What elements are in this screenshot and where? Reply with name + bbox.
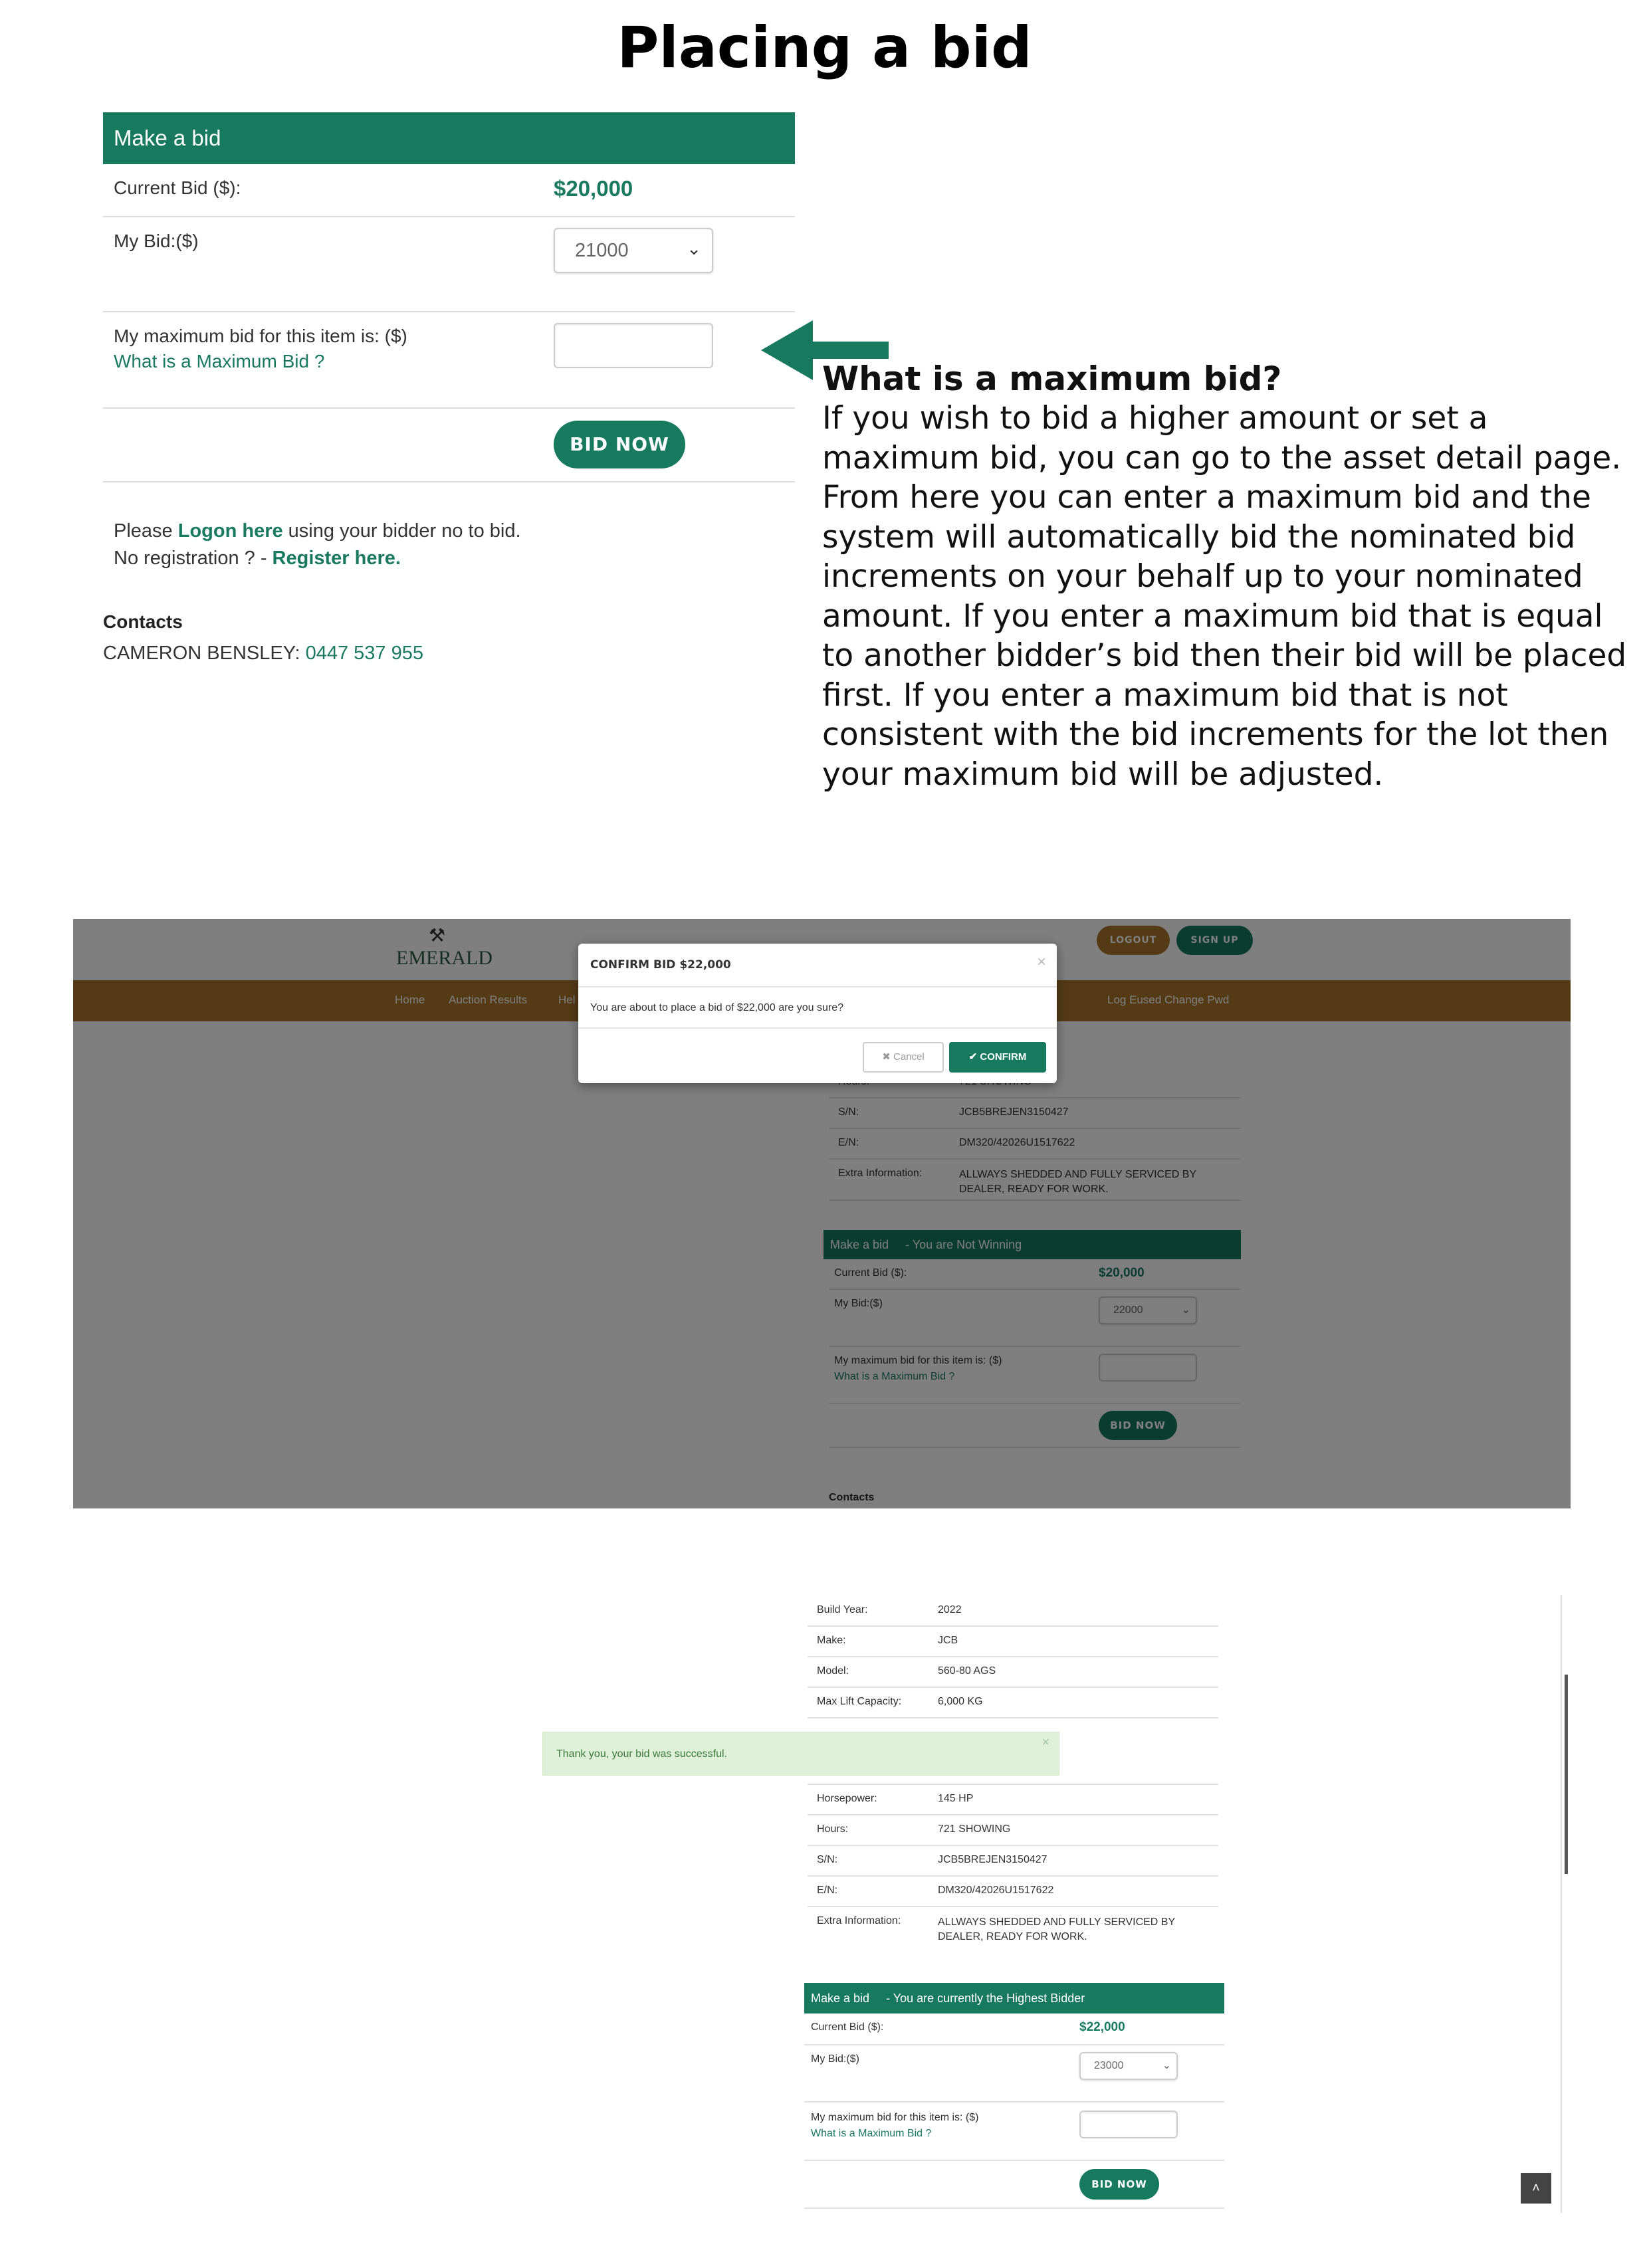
register-link[interactable]: Register here. [272,548,401,569]
max-bid-input[interactable] [554,323,713,368]
my-bid-label: My Bid:($) [811,2053,859,2065]
my-bid-select-value: 23000 [1094,2060,1124,2071]
detail-key: Make: [817,1635,846,1646]
logon-text [114,518,778,572]
cancel-label: Cancel [893,1051,925,1063]
bid-now-row [103,409,795,482]
scrollbar-thumb[interactable] [1565,1675,1568,1874]
my-bid-label: My Bid:($) [114,231,199,251]
bid-panel-title: Make a bid [811,1992,870,2005]
max-bid-help-link[interactable]: What is a Maximum Bid ? [114,351,325,371]
detail-row [808,1688,1218,1718]
close-icon[interactable]: × [1036,953,1046,971]
detail-value: 145 HP [938,1793,974,1804]
my-bid-select[interactable] [554,228,713,273]
scrollbar-track[interactable] [1561,1595,1562,2213]
modal-body: You are about to place a bid of $22,000 are you sure? [590,1002,844,1013]
detail-value: 560-80 AGS [938,1665,996,1677]
max-bid-help-link[interactable]: What is a Maximum Bid ? [811,2128,932,2139]
page-title: Placing a bid [617,15,1032,81]
detail-key: Extra Information: [817,1915,901,1926]
detail-value: 6,000 KG [938,1696,983,1707]
explanation-body: If you wish to bid a higher amount or set a maximum bid, you can go to the asset detail page. From here you can enter a maximum bid and the system will automatically bid the nominated bid increments on your behalf up to your nominated amount. If you enter a maximum bid that is equal to another bidder’s bid then their bid will be placed first. If you enter a maximum bid that is not consistent with the bid increments for the lot then your maximum bid will be adjusted. [822,400,1627,793]
bid-panel-header [804,1983,1224,2013]
max-bid-explanation [822,359,1633,794]
detail-row [808,1907,1218,1947]
contact-name: CAMERON BENSLEY: [103,643,306,664]
make-bid-panel [103,112,795,664]
confirm-bid-modal [578,944,1057,1083]
current-bid-label: Current Bid ($): [114,177,241,198]
bid-now-button[interactable]: BID NOW [554,421,685,468]
max-bid-label: My maximum bid for this item is: ($) [114,326,407,346]
success-alert-text: Thank you, your bid was successful. [556,1748,728,1760]
max-bid-row [804,2103,1224,2161]
detail-row [808,1846,1218,1877]
make-bid-header: Make a bid [103,112,795,164]
detail-value: JCB [938,1635,958,1646]
current-bid-label: Current Bid ($): [811,2021,884,2033]
check-icon: ✔ [968,1051,980,1063]
my-bid-select-value: 21000 [575,240,629,261]
contact-line [103,643,423,665]
my-bid-select[interactable] [1079,2052,1178,2080]
explanation-heading: What is a maximum bid? [822,360,1282,398]
confirm-label: CONFIRM [980,1051,1027,1063]
modal-footer-divider [578,1027,1057,1029]
my-bid-row [103,217,795,312]
detail-value: 721 SHOWING [938,1823,1011,1835]
detail-key: Model: [817,1665,849,1677]
detail-key: Max Lift Capacity: [817,1696,902,1707]
logon-prefix: Please [114,520,178,542]
success-alert [542,1732,1059,1776]
detail-row [808,1596,1218,1627]
detail-value: DM320/42026U1517622 [938,1885,1054,1896]
current-bid-row [804,2013,1224,2045]
detail-key: Build Year: [817,1604,868,1615]
detail-value: ALLWAYS SHEDDED AND FULLY SERVICED BY DEALER, READY FOR WORK. [938,1916,1175,1942]
max-bid-row [103,312,795,409]
logon-suffix: using your bidder no to bid. [282,520,521,542]
my-bid-row [804,2045,1224,2103]
detail-value: JCB5BREJEN3150427 [938,1854,1047,1865]
detail-row [808,1785,1218,1815]
bid-status: - You are currently the Highest Bidder [886,1992,1085,2005]
detail-key: Hours: [817,1823,849,1835]
bid-now-row [804,2161,1224,2209]
detail-row [808,1877,1218,1907]
modal-title: CONFIRM BID $22,000 [590,958,731,972]
detail-key: E/N: [817,1885,838,1896]
close-icon[interactable]: × [1042,1735,1049,1750]
back-to-top-icon[interactable]: ˄ [1521,2173,1551,2204]
contact-phone[interactable]: 0447 537 955 [305,643,423,664]
detail-key: Horsepower: [817,1793,877,1804]
bid-now-button[interactable]: BID NOW [1079,2169,1159,2200]
chevron-down-icon: ⌄ [1162,2060,1171,2071]
max-bid-label: My maximum bid for this item is: ($) [811,2112,979,2123]
contacts-heading: Contacts [103,611,183,632]
detail-row [808,1627,1218,1657]
x-icon: ✖ [882,1051,894,1063]
cancel-button[interactable] [863,1042,944,1073]
current-bid-value: $20,000 [554,176,633,201]
chevron-down-icon: ⌄ [687,239,701,258]
detail-value: 2022 [938,1604,962,1615]
current-bid-row [103,164,795,217]
detail-key: S/N: [817,1854,838,1865]
detail-row [808,1815,1218,1846]
current-bid-value: $22,000 [1079,2020,1125,2034]
detail-row [808,1657,1218,1688]
modal-header [578,944,1057,987]
confirm-button[interactable] [949,1042,1046,1073]
register-prefix: No registration ? - [114,548,273,569]
logon-link[interactable]: Logon here [177,520,283,542]
max-bid-input[interactable] [1079,2111,1178,2138]
